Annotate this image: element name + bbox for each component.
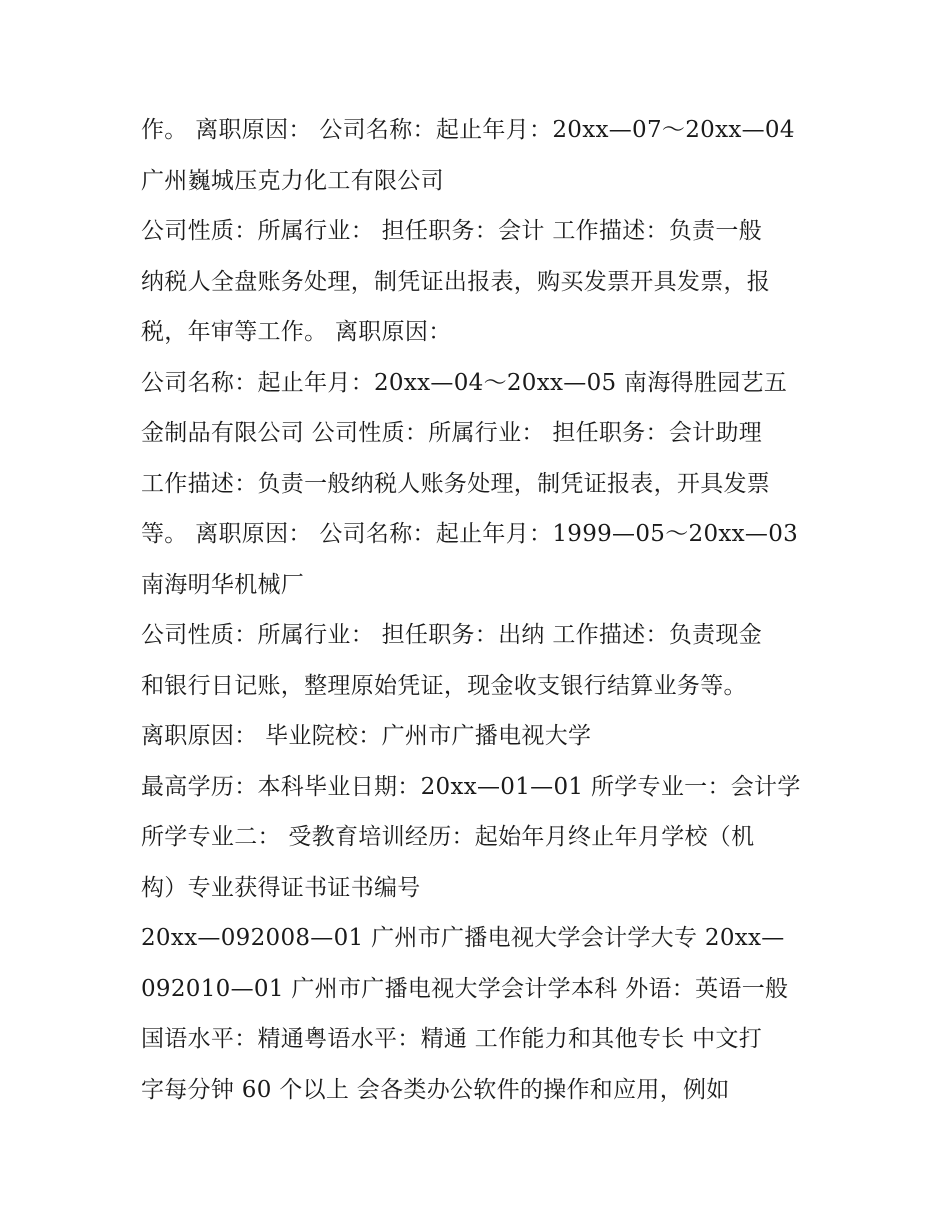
text-line: 公司性质：所属行业： 担任职务：出纳 工作描述：负责现金 [141,622,763,648]
body-text [141,105,821,1115]
text-line: 20xx—092008—01 广州市广播电视大学会计学大专 20xx— [141,925,785,951]
text-line: 公司性质：所属行业： 担任职务：会计 工作描述：负责一般 [141,218,763,244]
text-line: 公司名称：起止年月：20xx—04～20xx—05 南海得胜园艺五 [141,369,788,396]
text-line: 工作描述：负责一般纳税人账务处理，制凭证报表，开具发票 [141,470,771,497]
text-line: 作。 离职原因： 公司名称：起止年月：20xx—07～20xx—04 [141,117,795,143]
text-line: 等。 离职原因： 公司名称：起止年月：1999—05～20xx—03 [141,521,799,547]
text-line: 和银行日记账，整理原始凭证，现金收支银行结算业务等。 [141,672,747,699]
text-line: 所学专业二： 受教育培训经历：起始年月终止年月学校（机 [141,824,755,850]
text-line: 南海明华机械厂 [141,571,305,598]
text-line: 离职原因： 毕业院校：广州市广播电视大学 [141,723,592,749]
text-line: 最高学历：本科毕业日期：20xx—01—01 所学专业一：会计学 [141,773,801,800]
text-line: 广州巍城压克力化工有限公司 [141,167,444,194]
text-line: 字每分钟 60 个以上 会各类办公软件的操作和应用，例如 [141,1076,730,1103]
text-line: 税，年审等工作。 离职原因： [141,319,452,345]
text-line: 金制品有限公司 公司性质：所属行业： 担任职务：会计助理 [141,420,763,446]
text-line: 构）专业获得证书证书编号 [141,874,421,901]
text-line: 国语水平：精通粤语水平：精通 工作能力和其他专长 中文打 [141,1026,763,1052]
text-line: 092010—01 广州市广播电视大学会计学本科 外语：英语一般 [141,975,789,1002]
text-line: 纳税人全盘账务处理，制凭证出报表，购买发票开具发票，报 [141,268,771,295]
